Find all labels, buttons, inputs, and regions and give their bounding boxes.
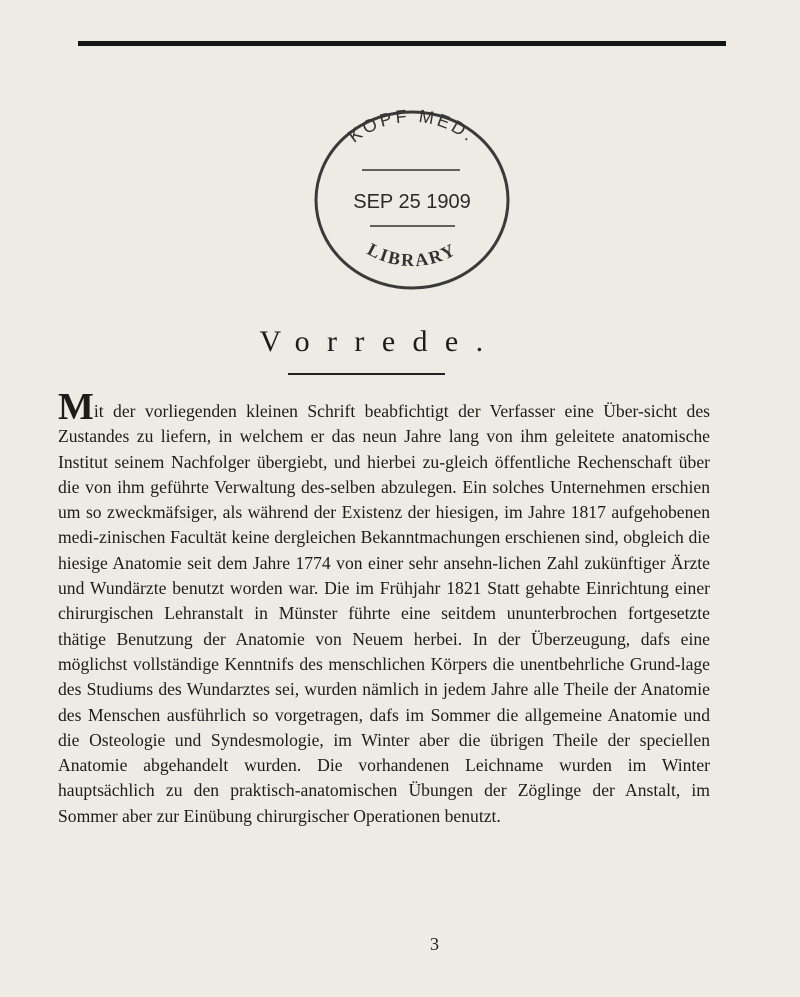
body-text: it der vorliegenden kleinen Schrift beabfichtigt der Verfasser eine Über-sicht des Zustandes zu liefern, in welchem er das neun Jahre lang von ihm geleitete anatomische Institut seinem Nachfolger übergiebt, und hierbei zu-gleich öffentliche Rechenschaft über die von ihm geführte Verwaltung des-selben abzulegen. Ein solches Unternehmen erschien um so zweckmäfsiger, als während der Existenz der hiesigen, im Jahre 1817 aufgehobenen medi-zinischen Facultät keine dergleichen Bekanntmachungen erschienen sind, obgleich die hiesige Anatomie seit dem Jahre 1774 von einer sehr ansehn-lichen Zahl zukünftiger Ärzte und Wundärzte benutzt worden war. Die im Frühjahr 1821 Statt gehabte Einrichtung einer chirurgischen Lehranstalt in Münster führte eine seitdem ununterbrochen fortgesetzte thätige Benutzung der Anatomie von Neuem herbei. In der Überzeugung, dafs eine möglichst vollständige Kenntnifs des menschlichen Körpers die unentbehrliche Grund-lage des Studiums des Wundarztes sei, wurden nämlich in jedem Jahre alle Theile der Anatomie des Menschen ausführlich so vorgetragen, dafs im Sommer die allgemeine Anatomie und die Osteologie und Syndesmologie, im Winter aber die übrigen Theile der speciellen Anatomie abgehandelt wurden. Die vorhandenen Leichname wurden im Winter hauptsächlich zu den praktisch-anatomischen Übungen der Zöglinge der Anstalt, im Sommer aber zur Einübung chirurgischer Operationen benutzt. <box>58 401 710 826</box>
top-border-rule <box>78 41 726 46</box>
body-paragraph <box>58 386 710 829</box>
stamp-bottom-text: LIBRARY <box>364 239 460 271</box>
page-number: 3 <box>430 934 439 954</box>
title-rule <box>288 373 445 375</box>
stamp-top-text: KOPF MED. <box>344 105 480 147</box>
drop-cap: M <box>58 386 94 428</box>
page-title: Vorrede. <box>259 325 501 358</box>
library-stamp <box>300 100 525 300</box>
stamp-date: SEP 25 1909 <box>353 191 471 213</box>
